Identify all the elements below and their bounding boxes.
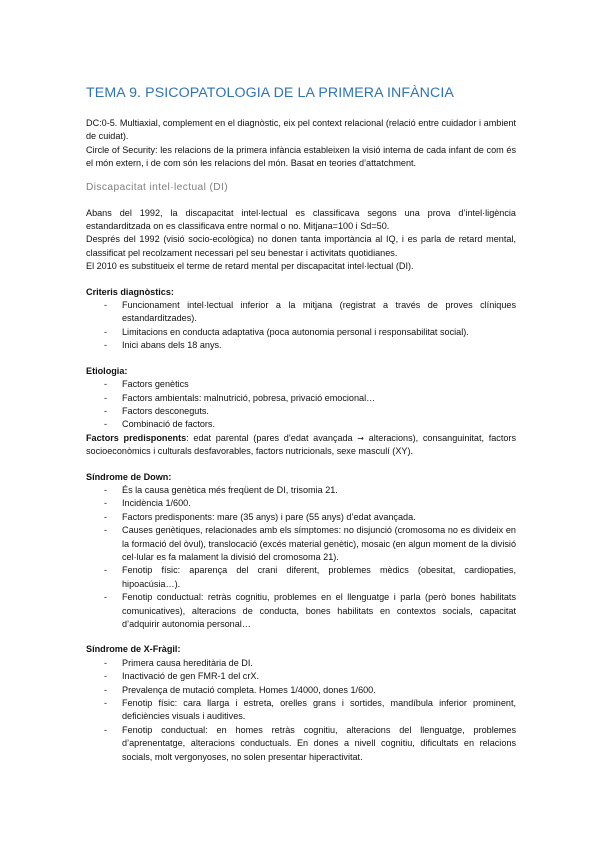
list-item: - Factors desconeguts. xyxy=(104,405,209,416)
list-item: - Funcionament intel·lectual inferior a la mitjana (registrat a través de proves clíniques estandarditzades). xyxy=(104,300,516,324)
di-paragraph: Abans del 1992, la discapacitat intel·lectual es classificava segons una prova d’intel·ligència estandarditzada on es classificava entre normal o no. Mitjana=100 i Sd=50. xyxy=(86,207,516,232)
page-title: TEMA 9. PSICOPATOLOGIA DE LA PRIMERA INFÀNCIA xyxy=(86,85,454,101)
di-paragraph: Després del 1992 (visió socio-ecològica) no donen tanta importància al IQ, i es parla de retard mental, classificat pel recolzament necessari pel seu benestar i activitats quotidianes. xyxy=(86,234,516,258)
predisposing-factors-label: Factors predisponents xyxy=(86,432,187,443)
list-item: - Fenotip conductual: en homes retràs cognitiu, alteracions del llenguatge, problemes d’aprenentatge, alteracions conductuals. En dones a nivell cognitiu, dificultats en relacions socials, molt vergonyoses, no solen presentar hiperactivitat. xyxy=(104,724,516,762)
list-item: - Incidència 1/600. xyxy=(104,498,191,509)
intro-paragraph: DC:0-5. Multiaxial, complement en el diagnòstic, eix pel context relacional (relació entre cuidador i ambient de cuidat). xyxy=(86,118,516,142)
list-item: - Fenotip físic: aparença del crani diferent, problemes mèdics (obesitat, cardiopaties, hipoacúsia…). xyxy=(104,565,516,589)
etiologia-label: Etiologia: xyxy=(86,365,128,376)
xfragil-label: Síndrome de X-Fràgil: xyxy=(86,644,181,655)
criteris-label: Criteris diagnòstics: xyxy=(86,286,174,297)
section-title: Discapacitat intel·lectual (DI) xyxy=(86,181,229,193)
list-item: - Prevalença de mutació completa. Homes 1/4000, dones 1/600. xyxy=(104,684,376,695)
intro-paragraph: Circle of Security: les relacions de la primera infància estableixen la visió interna de cada infant de com és el món extern, i de com són les relacions del món. Basat en teories d’attatchment. xyxy=(86,144,516,169)
list-item: - Combinació de factors. xyxy=(104,419,216,430)
xfragil-list xyxy=(86,657,516,764)
list-item: - Inactivació de gen FMR-1 del crX. xyxy=(104,671,259,682)
down-label: Síndrome de Down: xyxy=(86,471,172,482)
list-item: - Primera causa hereditària de DI. xyxy=(104,657,253,668)
down-list xyxy=(86,484,516,631)
predisposing-factors-paragraph: Factors predisponents: edat parental (pares d’edat avançada → alteracions), consanguinitat, factors socioeconòmics i culturals desfavorables, factors nutricionals, sexe masculí (XY). xyxy=(86,432,517,457)
etiologia-list xyxy=(86,378,516,432)
list-item: - Causes genètiques, relacionades amb els símptomes: no disjunció (cromosoma no es divideix en la formació del òvul), translocació (excés material genètic), mosaic (en algun moment de la divisió cel·lular es fa malament la divisió del cromosoma 21). xyxy=(104,525,516,562)
di-paragraph: El 2010 es substitueix el terme de retard mental per discapacitat intel·lectual (DI). xyxy=(86,261,414,272)
criteris-list xyxy=(86,299,516,353)
list-item: - Fenotip conductual: retràs cognitiu, problemes en el llenguatge i parla (però bones habilitats comunicatives), alteracions de conducta, bones habilitats en contextos socials, capacitat d’adquirir autonomia personal… xyxy=(104,592,516,629)
list-item: - Factors genètics xyxy=(104,379,189,390)
right-arrow-icon: → xyxy=(357,433,364,443)
list-item: - Factors ambientals: malnutrició, pobresa, privació emocional… xyxy=(104,392,376,403)
document-content xyxy=(86,84,516,764)
list-item: - Factors predisponents: mare (35 anys) i pare (55 anys) d’edat avançada. xyxy=(104,511,416,522)
list-item: - És la causa genètica més freqüent de DI, trisomia 21. xyxy=(104,484,338,495)
list-item: - Limitacions en conducta adaptativa (poca autonomia personal i responsabilitat social). xyxy=(104,326,469,337)
list-item: - Fenotip físic: cara llarga i estreta, orelles grans i sortides, mandíbula inferior prominent, deficiències visuals i auditives. xyxy=(104,698,516,722)
list-item: - Inici abans dels 18 anys. xyxy=(104,340,222,351)
